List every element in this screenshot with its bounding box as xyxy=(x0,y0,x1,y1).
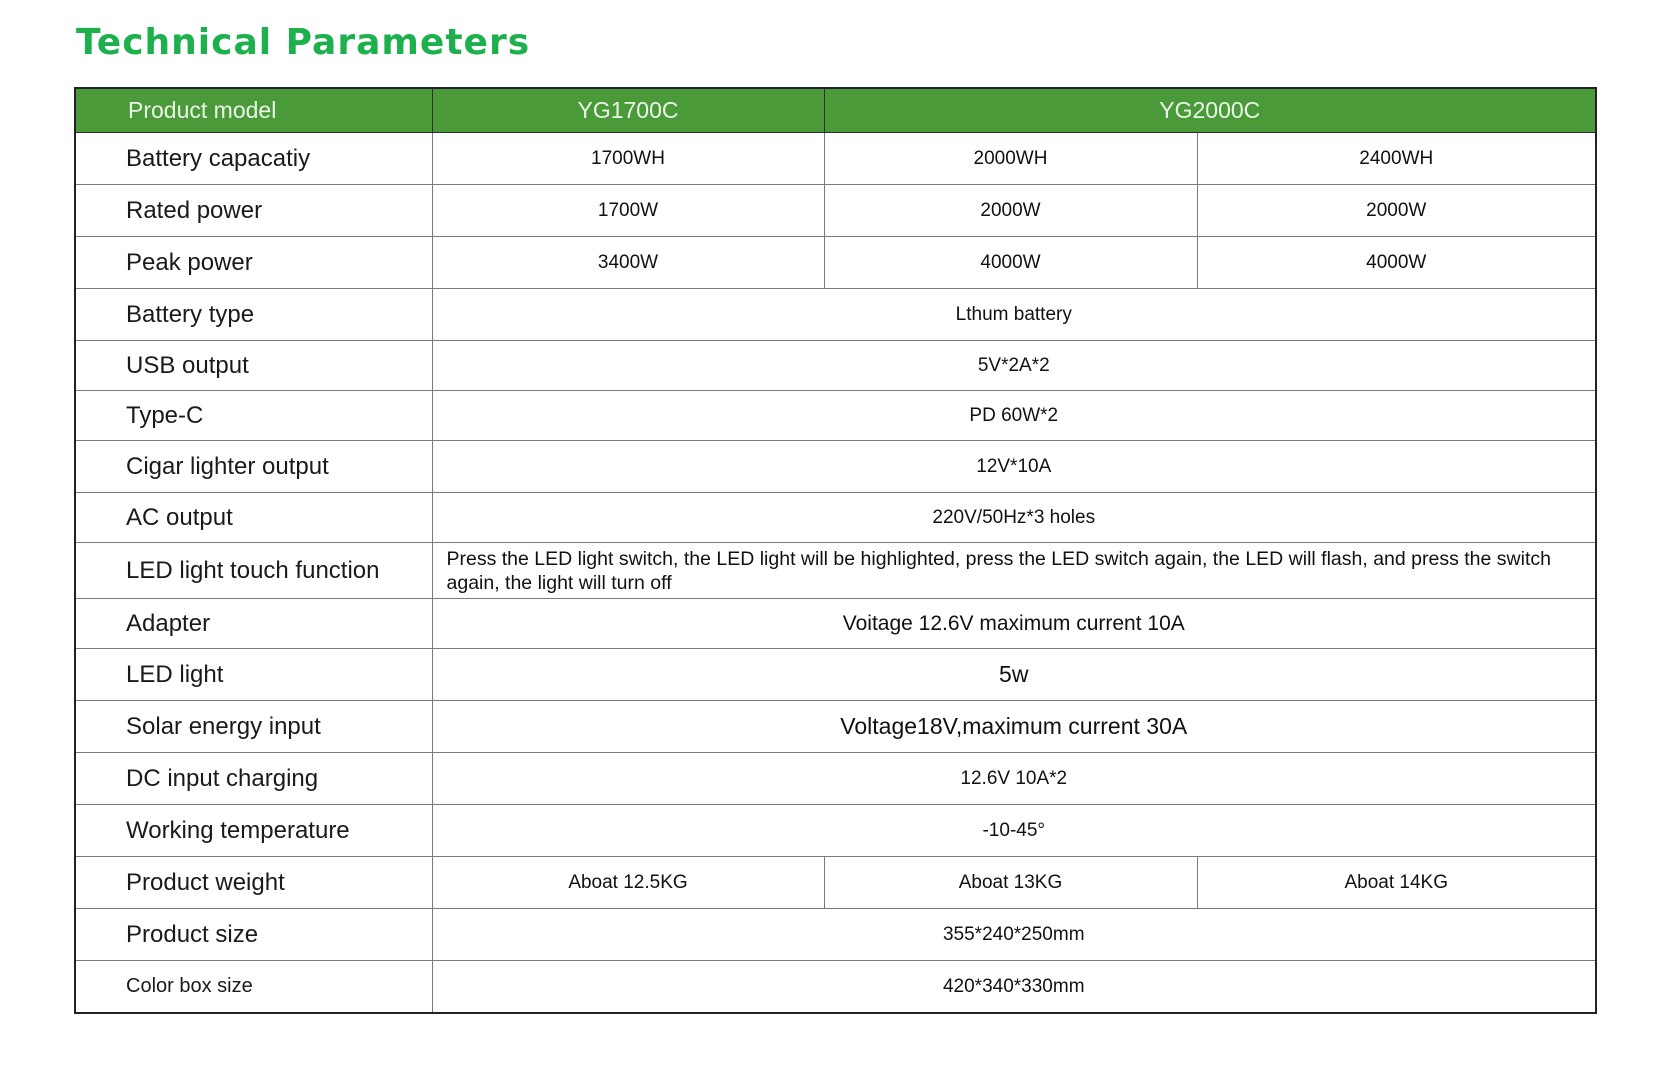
cell-value: 355*240*250mm xyxy=(432,909,1596,961)
row-label: Solar energy input xyxy=(75,701,432,753)
header-model-yg2000c: YG2000C xyxy=(824,88,1596,133)
cell-value: Lthum battery xyxy=(432,289,1596,341)
row-led-light-touch-function xyxy=(75,543,1596,599)
row-cigar-lighter-output xyxy=(75,441,1596,493)
row-battery-capacity xyxy=(75,133,1596,185)
cell-value: 420*340*330mm xyxy=(432,961,1596,1014)
row-label: Peak power xyxy=(75,237,432,289)
cell-value: PD 60W*2 xyxy=(432,391,1596,441)
table-header-row xyxy=(75,88,1596,133)
cell-yg1700c: 1700W xyxy=(432,185,824,237)
row-label: USB output xyxy=(75,341,432,391)
row-ac-output xyxy=(75,493,1596,543)
cell-yg2000c-a: 2000W xyxy=(824,185,1197,237)
cell-yg2000c-b: Aboat 14KG xyxy=(1197,857,1596,909)
cell-value: 5w xyxy=(432,649,1596,701)
row-label: AC output xyxy=(75,493,432,543)
row-label: Product weight xyxy=(75,857,432,909)
row-label: Color box size xyxy=(75,961,432,1014)
cell-yg1700c: 3400W xyxy=(432,237,824,289)
page-title: Technical Parameters xyxy=(76,22,531,63)
row-type-c xyxy=(75,391,1596,441)
cell-yg1700c: 1700WH xyxy=(432,133,824,185)
row-label: Battery capacatiy xyxy=(75,133,432,185)
row-adapter xyxy=(75,599,1596,649)
row-label: DC input charging xyxy=(75,753,432,805)
cell-yg2000c-b: 2400WH xyxy=(1197,133,1596,185)
row-usb-output xyxy=(75,341,1596,391)
cell-value: 220V/50Hz*3 holes xyxy=(432,493,1596,543)
cell-value: -10-45° xyxy=(432,805,1596,857)
row-battery-type xyxy=(75,289,1596,341)
row-label: Adapter xyxy=(75,599,432,649)
row-label: Product size xyxy=(75,909,432,961)
row-label: Cigar lighter output xyxy=(75,441,432,493)
row-label: LED light xyxy=(75,649,432,701)
cell-yg2000c-a: 4000W xyxy=(824,237,1197,289)
row-led-light xyxy=(75,649,1596,701)
row-label: Battery type xyxy=(75,289,432,341)
header-model-yg1700c: YG1700C xyxy=(432,88,824,133)
row-peak-power xyxy=(75,237,1596,289)
cell-value: 12.6V 10A*2 xyxy=(432,753,1596,805)
cell-yg1700c: Aboat 12.5KG xyxy=(432,857,824,909)
row-dc-input-charging xyxy=(75,753,1596,805)
cell-yg2000c-a: 2000WH xyxy=(824,133,1197,185)
row-label: Working temperature xyxy=(75,805,432,857)
row-color-box-size xyxy=(75,961,1596,1014)
header-product-model: Product model xyxy=(75,88,432,133)
row-working-temperature xyxy=(75,805,1596,857)
cell-yg2000c-b: 4000W xyxy=(1197,237,1596,289)
row-label: Rated power xyxy=(75,185,432,237)
row-product-weight xyxy=(75,857,1596,909)
row-product-size xyxy=(75,909,1596,961)
row-label: Type-C xyxy=(75,391,432,441)
technical-parameters-table xyxy=(74,87,1597,1014)
cell-yg2000c-b: 2000W xyxy=(1197,185,1596,237)
cell-yg2000c-a: Aboat 13KG xyxy=(824,857,1197,909)
cell-value: 12V*10A xyxy=(432,441,1596,493)
cell-value: Voitage 12.6V maximum current 10A xyxy=(432,599,1596,649)
row-rated-power xyxy=(75,185,1596,237)
cell-value: Press the LED light switch, the LED light will be highlighted, press the LED switch again, the LED will flash, and press the switch again, the light will turn off xyxy=(432,543,1596,599)
cell-value: Voltage18V,maximum current 30A xyxy=(432,701,1596,753)
cell-value: 5V*2A*2 xyxy=(432,341,1596,391)
row-label: LED light touch function xyxy=(75,543,432,599)
row-solar-energy-input xyxy=(75,701,1596,753)
